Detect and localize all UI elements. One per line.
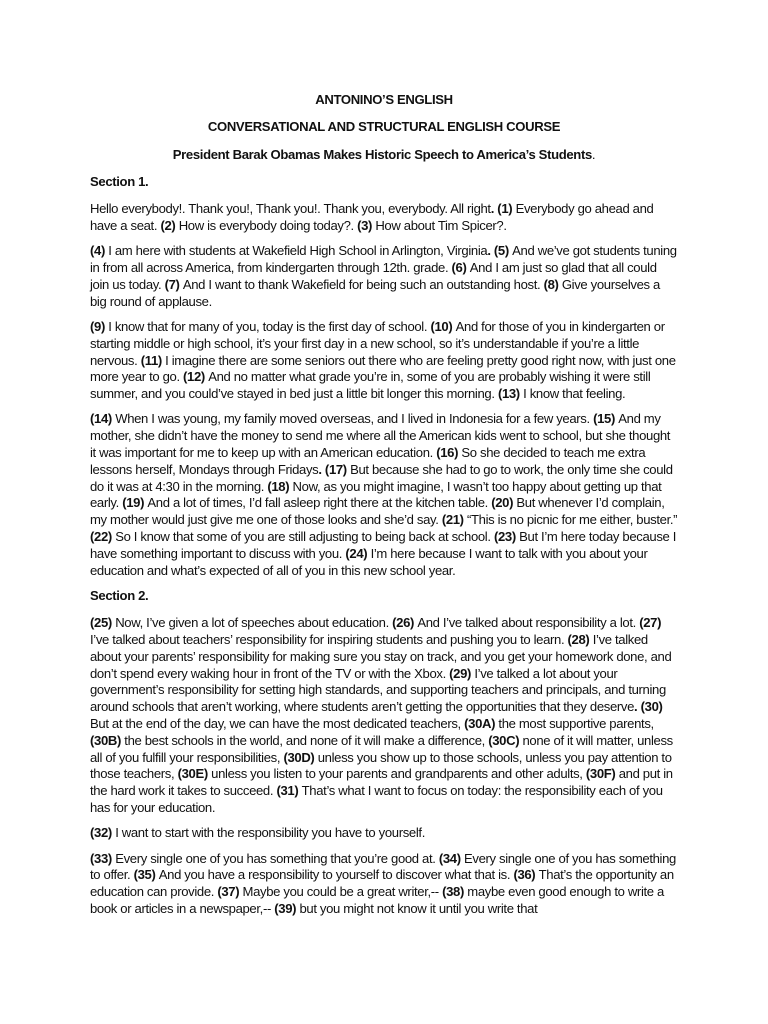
sentence-number: (10) bbox=[430, 318, 456, 334]
sentence-text: So I know that some of you are still adjusting to being back at school. bbox=[115, 529, 494, 545]
sentence-text: Hello everybody!. Thank you!, Thank you!. Thank you, everybody. All right bbox=[90, 201, 491, 217]
sentence-number: (22) bbox=[90, 529, 116, 545]
sentence-number: (23) bbox=[493, 529, 520, 545]
sentence-text: I’ve talked about teachers’ responsibility for inspiring students and pushing you to learn. bbox=[90, 632, 568, 648]
sentence-number: (28) bbox=[567, 632, 593, 648]
sentence-number: (35) bbox=[133, 867, 159, 883]
sentence-number: (24) bbox=[345, 545, 371, 561]
sentence-text: But because she had to go to work, the only time she could do it was at 4:30 in the morning. bbox=[90, 461, 673, 494]
paragraph bbox=[90, 201, 678, 235]
sentence-text: How is everybody doing today?. bbox=[178, 217, 358, 233]
sentence-number: (34) bbox=[438, 850, 465, 866]
course-title: CONVERSATIONAL AND STRUCTURAL ENGLISH COURSE bbox=[207, 119, 561, 135]
sentence-text: I’m here because I want to talk with you about your education and what’s expected of all of you in this new school year. bbox=[90, 545, 648, 578]
sentence-number: (20) bbox=[491, 495, 517, 511]
sentence-text: And my mother, she didn’t have the money to send me where all the American kids went to school, but she thought it was important for me to keep up with an American education. bbox=[90, 411, 671, 461]
sentence-text: Every single one of you has something that you’re good at. bbox=[115, 850, 439, 866]
sentence-number: (30B) bbox=[90, 732, 125, 748]
sentence-number: . (5) bbox=[487, 243, 513, 259]
sentence-text: maybe even good enough to write a book or articles in a newspaper,-- bbox=[90, 884, 664, 916]
sentence-number: . (17) bbox=[318, 461, 351, 477]
sentence-number: (13) bbox=[497, 386, 524, 402]
sentence-number: (18) bbox=[267, 478, 293, 494]
sentence-number: (21) bbox=[441, 512, 467, 528]
sentence-text: So she decided to teach me extra lessons herself, Mondays through Fridays bbox=[90, 445, 646, 477]
sentence-number: (7) bbox=[164, 276, 183, 292]
sentence-number: (8) bbox=[543, 276, 562, 292]
sentence-text: the best schools in the world, and none of it will make a difference, bbox=[124, 732, 489, 748]
sentence-text: Every single one of you has something to offer. bbox=[90, 850, 676, 883]
sentence-number: (30C) bbox=[488, 732, 523, 748]
sentence-number: (15) bbox=[593, 411, 619, 427]
sentence-number: (29) bbox=[449, 665, 475, 681]
sentence-text: But whenever I’d complain, my mother would just give me one of those looks and she’d say. bbox=[90, 495, 665, 528]
sentence-number: (30E) bbox=[177, 766, 212, 782]
sentence-text: That’s what I want to focus on today: the responsibility each of you has for your education. bbox=[90, 783, 663, 815]
sentence-text: Everybody go ahead and have a seat. bbox=[90, 201, 654, 233]
sentence-number: (37) bbox=[217, 884, 243, 900]
paragraph bbox=[90, 319, 678, 403]
sentence-text: unless you show up to those schools, unless you pay attention to those teachers, bbox=[90, 749, 672, 782]
sentence-number: (31) bbox=[276, 783, 302, 799]
sentence-text: Now, I’ve given a lot of speeches about education. bbox=[115, 615, 393, 631]
sentence-text: Give yourselves a big round of applause. bbox=[90, 276, 660, 309]
sentence-number: (11) bbox=[140, 352, 166, 368]
sentence-number: (32) bbox=[90, 825, 116, 841]
sentence-number: (36) bbox=[513, 867, 539, 883]
sentence-text: and put in the hard work it takes to succeed. bbox=[90, 766, 673, 799]
sentence-text: And for those of you in kindergarten or starting middle or high school, it’s your first day in a new school, so it’s understandable if you’re a little nervous. bbox=[90, 318, 665, 368]
sentence-text: the most supportive parents, bbox=[498, 716, 654, 731]
sentence-text: But I’m here today because I have something important to discuss with you. bbox=[90, 529, 677, 561]
sentence-text: And no matter what grade you’re in, some of you are probably wishing it were still summer, and you could’ve stayed in bed just a little bit longer this morning. bbox=[90, 369, 651, 402]
sentence-number: (33) bbox=[90, 850, 116, 866]
school-name: ANTONINO’S ENGLISH bbox=[315, 92, 453, 107]
sentence-number: (30A) bbox=[464, 716, 499, 731]
sentence-text: But at the end of the day, we can have the most dedicated teachers, bbox=[90, 716, 465, 731]
speech-title-text: President Barak Obamas Makes Historic Speech to America’s Students bbox=[172, 146, 592, 162]
sentence-text: And I am just so glad that all could join us today. bbox=[90, 260, 657, 292]
sentence-number: (27) bbox=[639, 615, 662, 631]
sentence-number: (4) bbox=[90, 243, 109, 259]
sentence-text: Now, as you might imagine, I wasn’t too happy about getting up that early. bbox=[90, 478, 662, 511]
sentence-text: And you have a responsibility to yourself to discover what that is. bbox=[158, 867, 514, 883]
sentence-text: I imagine there are some seniors out there who are feeling pretty good right now, with just one more year to go. bbox=[90, 352, 676, 385]
paragraph bbox=[90, 243, 678, 310]
sentence-number: (39) bbox=[274, 900, 300, 916]
paragraph bbox=[90, 411, 678, 579]
sentence-text: How about Tim Spicer?. bbox=[375, 217, 507, 233]
sentence-number: (14) bbox=[90, 411, 116, 427]
sentence-text: I want to start with the responsibility you have to yourself. bbox=[115, 825, 425, 841]
sentence-text: When I was young, my family moved overseas, and I lived in Indonesia for a few years. bbox=[115, 411, 594, 427]
sentence-number: (19) bbox=[122, 495, 148, 511]
sentence-text: And I want to thank Wakefield for being such an outstanding host. bbox=[182, 276, 544, 292]
paragraph bbox=[90, 615, 678, 817]
sentence-text: I’ve talked about your parents’ responsibility for making sure you stay on track, and you get your homework done, and don’t spend every waking hour in front of the TV or with the Xbox. bbox=[90, 632, 672, 681]
sentence-number: (6) bbox=[451, 260, 470, 276]
sentence-number: (25) bbox=[90, 615, 116, 631]
paragraph bbox=[90, 825, 678, 842]
speech-title-period: . bbox=[591, 146, 596, 162]
sentence-text: That’s the opportunity an education can provide. bbox=[90, 867, 674, 900]
sentence-text: I know that for many of you, today is the first day of school. bbox=[108, 318, 431, 334]
sentence-text: I know that feeling. bbox=[523, 386, 626, 402]
sentence-text: “This is no picnic for me either, buster.” bbox=[467, 512, 678, 528]
sentence-number: . (1) bbox=[490, 201, 516, 217]
sentence-number: (9) bbox=[90, 318, 109, 334]
speech-title bbox=[90, 147, 678, 164]
section-heading: Section 1. bbox=[90, 173, 149, 189]
document-body bbox=[90, 92, 678, 926]
sentence-text: but you might not know it until you write that bbox=[299, 900, 538, 916]
sentence-number: (3) bbox=[357, 217, 376, 233]
sentence-text: I am here with students at Wakefield High School in Arlington, Virginia bbox=[108, 243, 488, 259]
sections-container bbox=[90, 174, 678, 918]
sentence-text: And we’ve got students tuning in from all across America, from kindergarten through 12th. grade. bbox=[90, 243, 677, 276]
sentence-number: (12) bbox=[183, 369, 209, 385]
paragraph bbox=[90, 851, 678, 918]
sentence-number: (2) bbox=[160, 217, 179, 233]
sentence-number: (30F) bbox=[585, 766, 619, 782]
sentence-number: (30D) bbox=[283, 749, 318, 765]
sentence-text: And I’ve talked about responsibility a lot. bbox=[417, 615, 640, 631]
sentence-text: I’ve talked a lot about your government’s responsibility for setting high standards, and supporting teachers and principals, and turning around schools that aren’t working, where students aren’t getting the opportunities that they deserve bbox=[90, 665, 666, 715]
sentence-number: (26) bbox=[392, 615, 418, 631]
section-heading: Section 2. bbox=[90, 587, 149, 603]
sentence-number: (38) bbox=[442, 884, 468, 900]
sentence-text: none of it will matter, unless all of you fulfill your responsibilities, bbox=[90, 732, 673, 765]
sentence-text: Maybe you could be a great writer,-- bbox=[242, 884, 443, 900]
sentence-text: unless you listen to your parents and grandparents and other adults, bbox=[211, 766, 586, 782]
sentence-number: (16) bbox=[436, 445, 462, 461]
sentence-text: And a lot of times, I’d fall asleep right there at the kitchen table. bbox=[147, 495, 492, 511]
sentence-number: . (30) bbox=[634, 699, 663, 715]
